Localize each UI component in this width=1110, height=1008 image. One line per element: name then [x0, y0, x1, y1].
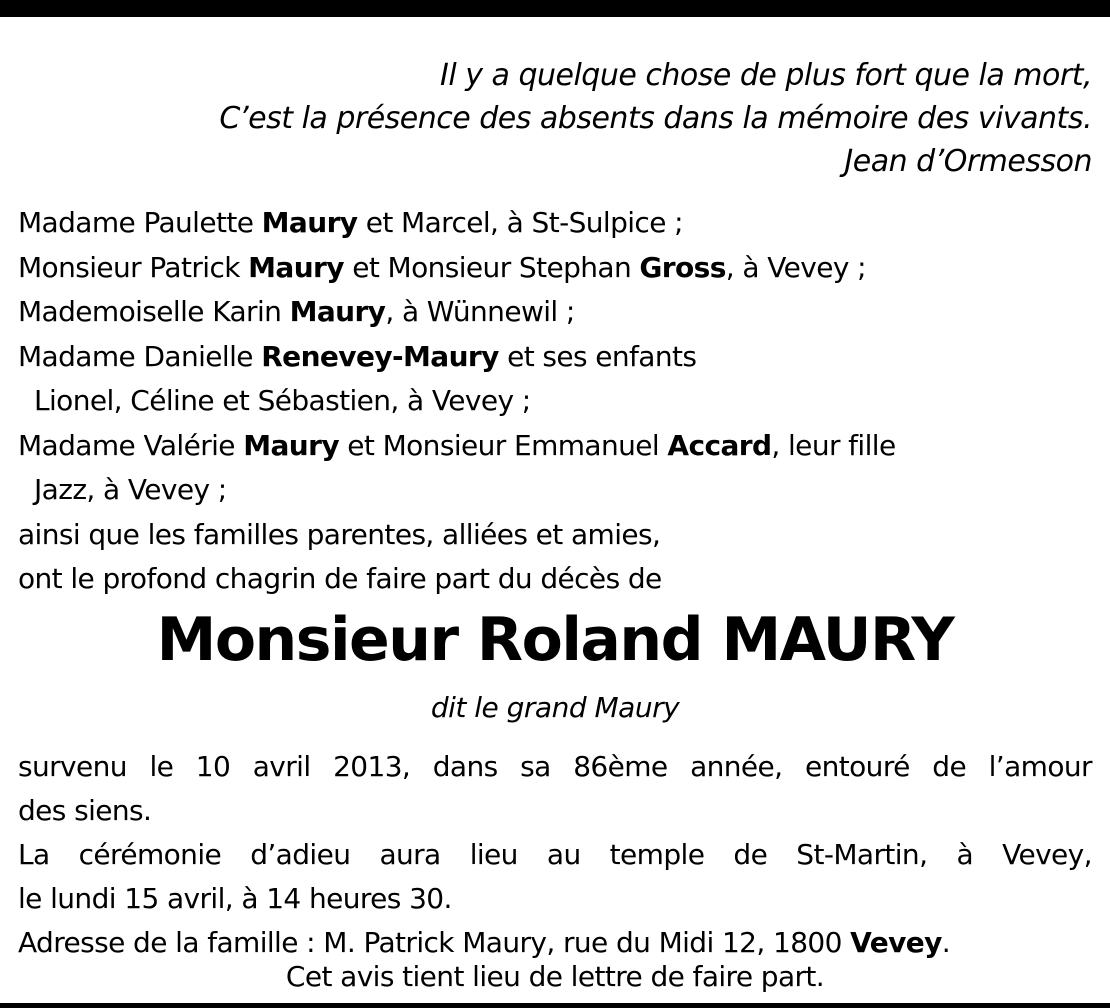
quote-line-1: Il y a quelque chose de plus fort que la mort, — [440, 58, 1092, 93]
quote-line-2: C’est la présence des absents dans la mémoire des vivants. — [219, 101, 1092, 136]
word: 2013, — [333, 750, 411, 783]
family-line-3: Mademoiselle Karin Maury, à Wünnewil ; — [18, 295, 575, 328]
word: entouré — [805, 750, 910, 783]
epigraph-quote — [219, 54, 1092, 183]
ceremony-line — [18, 833, 1092, 877]
word: temple — [609, 838, 705, 871]
ceremony-line-end: le lundi 15 avril, à 14 heures 30. — [18, 882, 452, 915]
family-line-8: ainsi que les familles parentes, alliées et amies, — [18, 517, 661, 551]
death-date-line-end: des siens. — [18, 794, 152, 827]
word: lieu — [469, 838, 518, 871]
family-line-2: Monsieur Patrick Maury et Monsieur Stephan Gross, à Vevey ; — [18, 250, 866, 284]
surname: Accard — [667, 428, 772, 462]
address-city: Vevey — [850, 926, 942, 959]
word: survenu — [18, 750, 127, 783]
family-line-6: Madame Valérie Maury et Monsieur Emmanuel Accard, leur fille — [18, 428, 896, 462]
family-line-5: Lionel, Céline et Sébastien, à Vevey ; — [34, 384, 531, 417]
family-line-4: Madame Danielle Renevey-Maury et ses enfants — [18, 339, 697, 373]
word: sa — [520, 750, 551, 783]
word: cérémonie — [78, 838, 222, 871]
surname: Maury — [248, 250, 344, 284]
surname: Maury — [243, 428, 339, 462]
bottom-border-rule — [0, 1003, 1110, 1008]
closing-notice: Cet avis tient lieu de lettre de faire part. — [285, 960, 825, 993]
word: St-Martin, — [796, 838, 928, 871]
word: l’amour — [988, 750, 1092, 783]
deceased-nickname: dit le grand Maury — [430, 691, 680, 724]
word: de — [733, 838, 768, 871]
family-announcement — [18, 201, 896, 602]
word: à — [956, 838, 973, 871]
top-border-rule — [0, 0, 1110, 17]
family-line-9: ont le profond chagrin de faire part du décès de — [18, 562, 662, 595]
word: Vevey, — [1002, 838, 1092, 871]
family-address: Adresse de la famille : M. Patrick Maury, rue du Midi 12, 1800 Vevey. — [18, 926, 951, 959]
word: au — [546, 838, 581, 871]
word: avril — [252, 750, 311, 783]
deceased-name: Monsieur Roland MAURY — [156, 605, 954, 675]
family-line-7: Jazz, à Vevey ; — [34, 473, 227, 506]
word: aura — [379, 838, 441, 871]
word: année, — [690, 750, 783, 783]
funeral-details — [18, 745, 1092, 965]
word: de — [932, 750, 967, 783]
family-line-1: Madame Paulette Maury et Marcel, à St-Sulpice ; — [18, 206, 683, 239]
surname: Maury — [289, 295, 386, 328]
word: d’adieu — [250, 838, 351, 871]
quote-author: Jean d’Ormesson — [844, 144, 1092, 179]
word: le — [149, 750, 174, 783]
death-date-line — [18, 745, 1092, 789]
surname: Gross — [639, 250, 726, 284]
word: 10 — [195, 750, 231, 783]
word: La — [18, 838, 50, 871]
surname: Maury — [261, 206, 358, 239]
word: dans — [432, 750, 498, 783]
word: 86ème — [573, 750, 668, 783]
surname: Renevey-Maury — [261, 339, 499, 373]
